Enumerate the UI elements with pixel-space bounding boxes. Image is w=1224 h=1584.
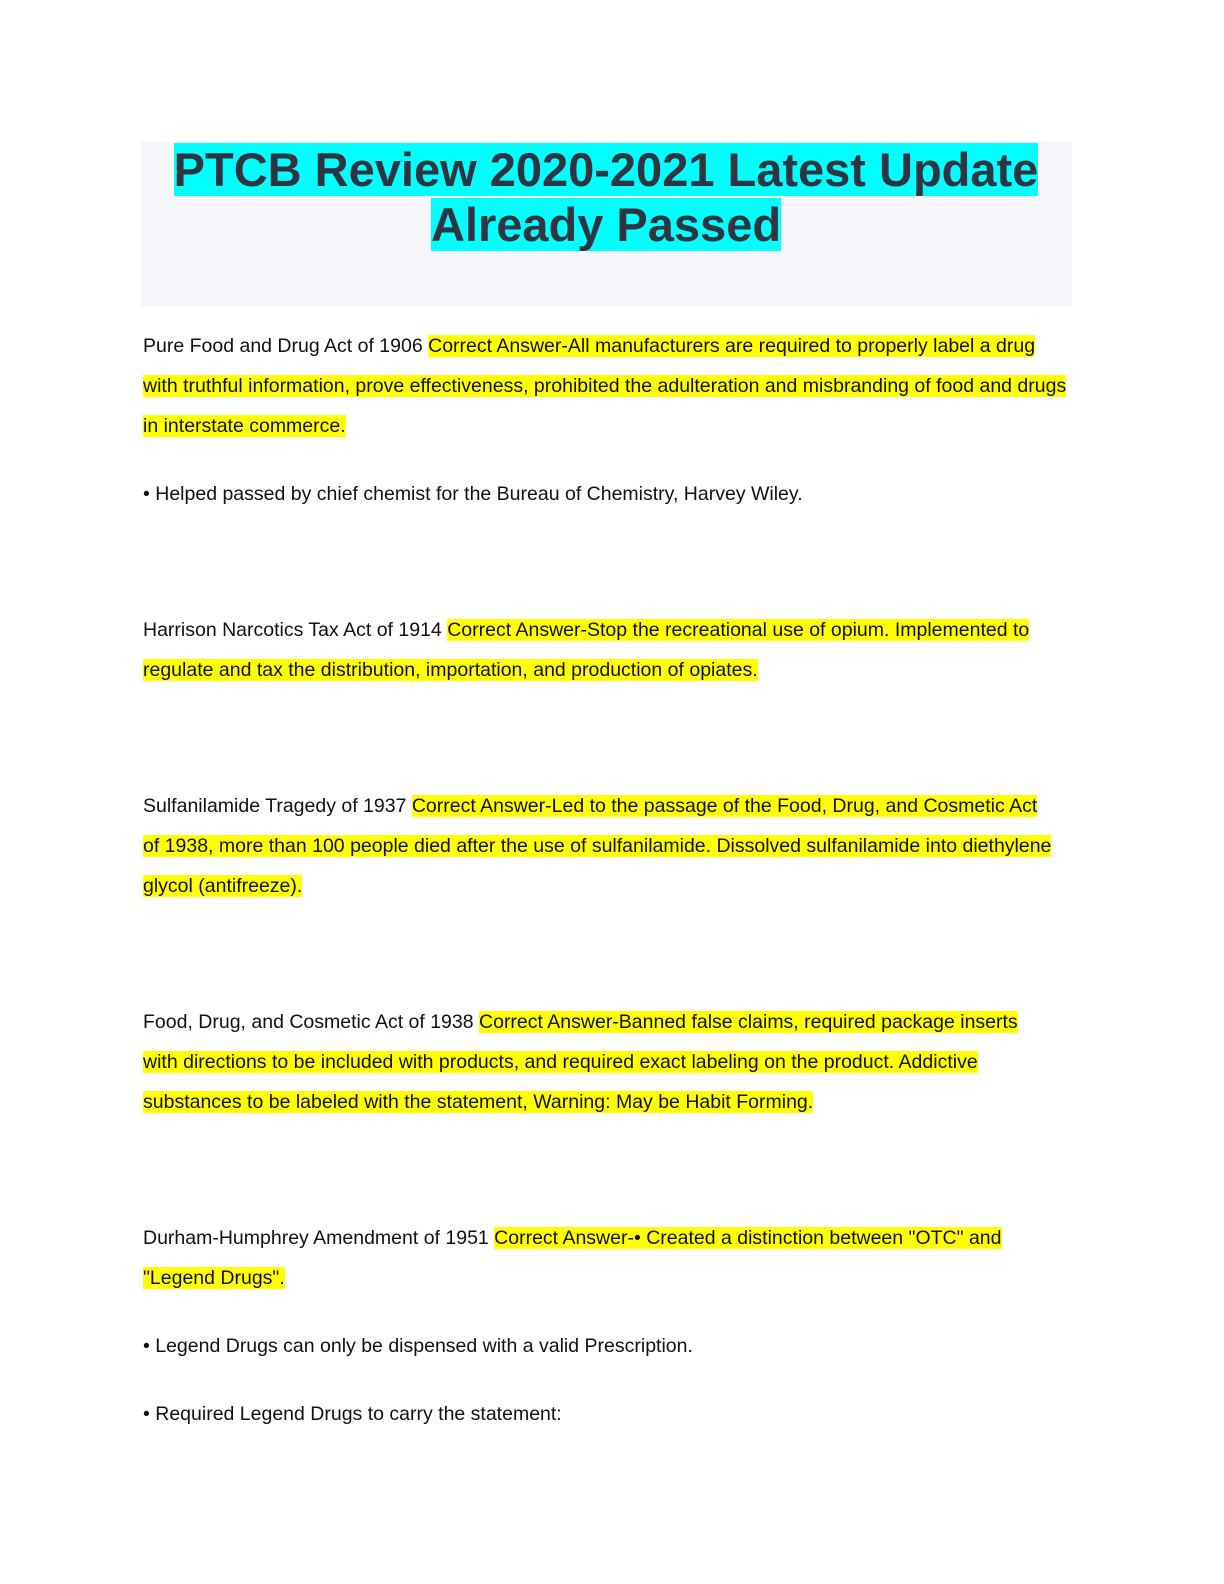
entry-term: Durham-Humphrey Amendment of 1951	[143, 1227, 495, 1249]
entry-sulfanilamide-tragedy	[143, 786, 1058, 906]
bullet-text: • Legend Drugs can only be dispensed with a valid Prescription.	[143, 1335, 693, 1357]
document-title	[140, 142, 1072, 252]
bullet-text: • Helped passed by chief chemist for the Bureau of Chemistry, Harvey Wiley.	[143, 483, 803, 505]
entry-pure-food-drug-act	[143, 326, 1068, 446]
entry-fdc-act-1938	[143, 1002, 1038, 1122]
entry-term: Pure Food and Drug Act of 1906	[143, 335, 429, 357]
entry-answer: Correct Answer-Banned false claims, required package inserts with directions to be included with products, and required exact labeling on the product. Addictive substances to be labeled with the statement, Warning: May be Habit Forming.	[143, 1011, 1018, 1113]
entry-term: Food, Drug, and Cosmetic Act of 1938	[143, 1011, 480, 1033]
entry-answer: Correct Answer-All manufacturers are required to properly label a drug with truthful information, prove effectiveness, prohibited the adulteration and misbranding of food and drugs in interstate commerce.	[143, 335, 1067, 437]
entry-answer: Correct Answer-• Created a distinction between "OTC" and "Legend Drugs".	[143, 1227, 1002, 1289]
entry-answer: Correct Answer-Stop the recreational use of opium. Implemented to regulate and tax the distribution, importation, and production of opiates.	[143, 619, 1030, 681]
title-line-1: PTCB Review 2020-2021 Latest Update	[173, 143, 1039, 196]
entry-answer: Correct Answer-Led to the passage of the Food, Drug, and Cosmetic Act of 1938, more than 100 people died after the use of sulfanilamide. Dissolved sulfanilamide into diethylene glycol (antifreeze).	[143, 795, 1052, 897]
title-line-2: Already Passed	[430, 198, 782, 251]
entry-term: Harrison Narcotics Tax Act of 1914	[143, 619, 448, 641]
bullet-legend-drugs-statement	[143, 1394, 1073, 1434]
entry-durham-humphrey	[143, 1218, 1043, 1298]
bullet-legend-drugs-prescription	[143, 1326, 1073, 1366]
entry-harrison-narcotics-act	[143, 610, 1063, 690]
bullet-harvey-wiley	[143, 474, 1073, 514]
bullet-text: • Required Legend Drugs to carry the statement:	[143, 1403, 562, 1425]
entry-term: Sulfanilamide Tragedy of 1937	[143, 795, 412, 817]
title-block	[140, 142, 1072, 306]
document-body	[143, 326, 1073, 1434]
